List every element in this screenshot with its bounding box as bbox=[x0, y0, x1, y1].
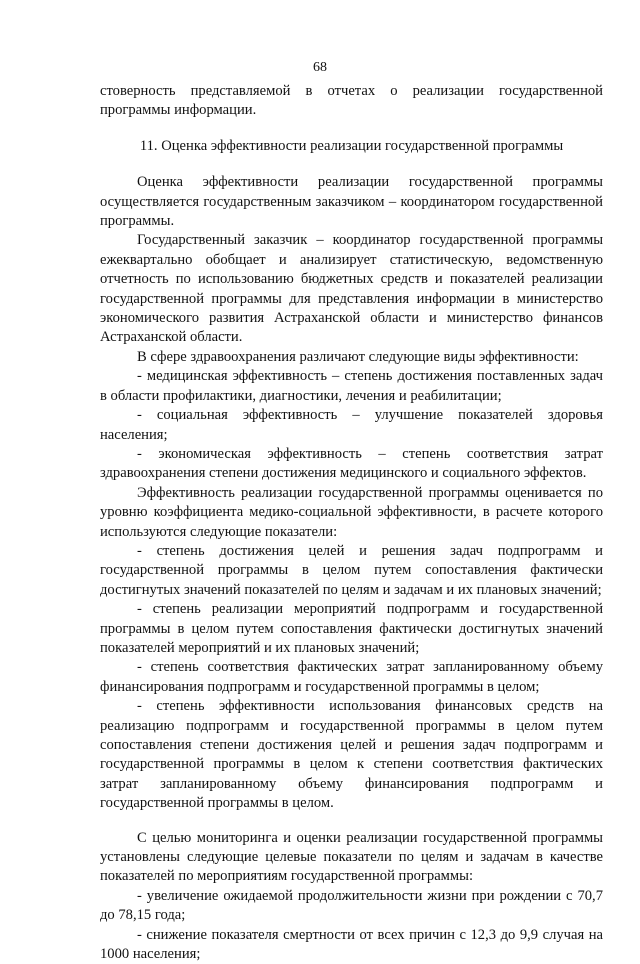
list-item: - увеличение ожидаемой продолжительности жизни при рождении с 70,7 до 78,15 года; bbox=[100, 887, 603, 924]
list-item: - степень достижения целей и решения задач подпрограмм и государственной программы в целом путем сопоставления фактически достигнутых значений показателей по целям и задачам и их плановых значений; bbox=[100, 542, 603, 598]
list-item: - медицинская эффективность – степень достижения поставленных задач в области профилактики, диагностики, лечения и реабилитации; bbox=[100, 368, 603, 404]
list-item: - степень реализации мероприятий подпрограмм и государственной программы в целом путем сопоставления фактически достигнутых значений показателей мероприятий и их плановых значений; bbox=[100, 601, 603, 656]
document-body bbox=[100, 82, 603, 964]
paragraph: Государственный заказчик – координатор государственной программы ежеквартально обобщает и анализирует статистическую, ведомственную отчетность по использованию бюджетных средств и показателей реализации государственной программы для представления информации в министерство экономического развития Астраханской области и министерство финансов Астраханской области. bbox=[100, 232, 603, 346]
list-item: - экономическая эффективность – степень соответствия затрат здравоохранения степени достижения медицинского и социального эффектов. bbox=[100, 445, 603, 482]
continuation-paragraph: стоверность представляемой в отчетах о реализации государственной программы информации. bbox=[100, 83, 603, 119]
section-heading: 11. Оценка эффективности реализации государственной программы bbox=[139, 137, 564, 154]
list-item: - степень эффективности использования финансовых средств на реализацию подпрограмм и государственной программы в целом путем сопоставления степени достижения целей и решения задач подпрограмм и государственной программы в целом к степени соответствия фактических затрат запланированному объему финансирования подпрограмм и государственной программы в целом. bbox=[100, 698, 603, 812]
list-item: - степень соответствия фактических затрат запланированному объему финансирования подпрограмм и государственной программы в целом; bbox=[100, 659, 603, 695]
list-item: - социальная эффективность – улучшение показателей здоровья населения; bbox=[100, 407, 603, 443]
paragraph: С целью мониторинга и оценки реализации государственной программы установлены следующие целевые показатели по целям и задачам в качестве показателей по мероприятиям государственной программы: bbox=[100, 829, 603, 885]
page-number: 68 bbox=[313, 60, 327, 75]
paragraph: Оценка эффективности реализации государственной программы осуществляется государственным заказчиком – координатором государственной программы. bbox=[100, 174, 603, 230]
list-item: - снижение показателя смертности от всех причин с 12,3 до 9,9 случая на 1000 населения; bbox=[100, 926, 603, 963]
paragraph: В сфере здравоохранения различают следующие виды эффективности: bbox=[137, 348, 579, 365]
paragraph: Эффективность реализации государственной программы оценивается по уровню коэффициента медико-социальной эффективности, в расчете которого используются следующие показатели: bbox=[100, 484, 603, 540]
